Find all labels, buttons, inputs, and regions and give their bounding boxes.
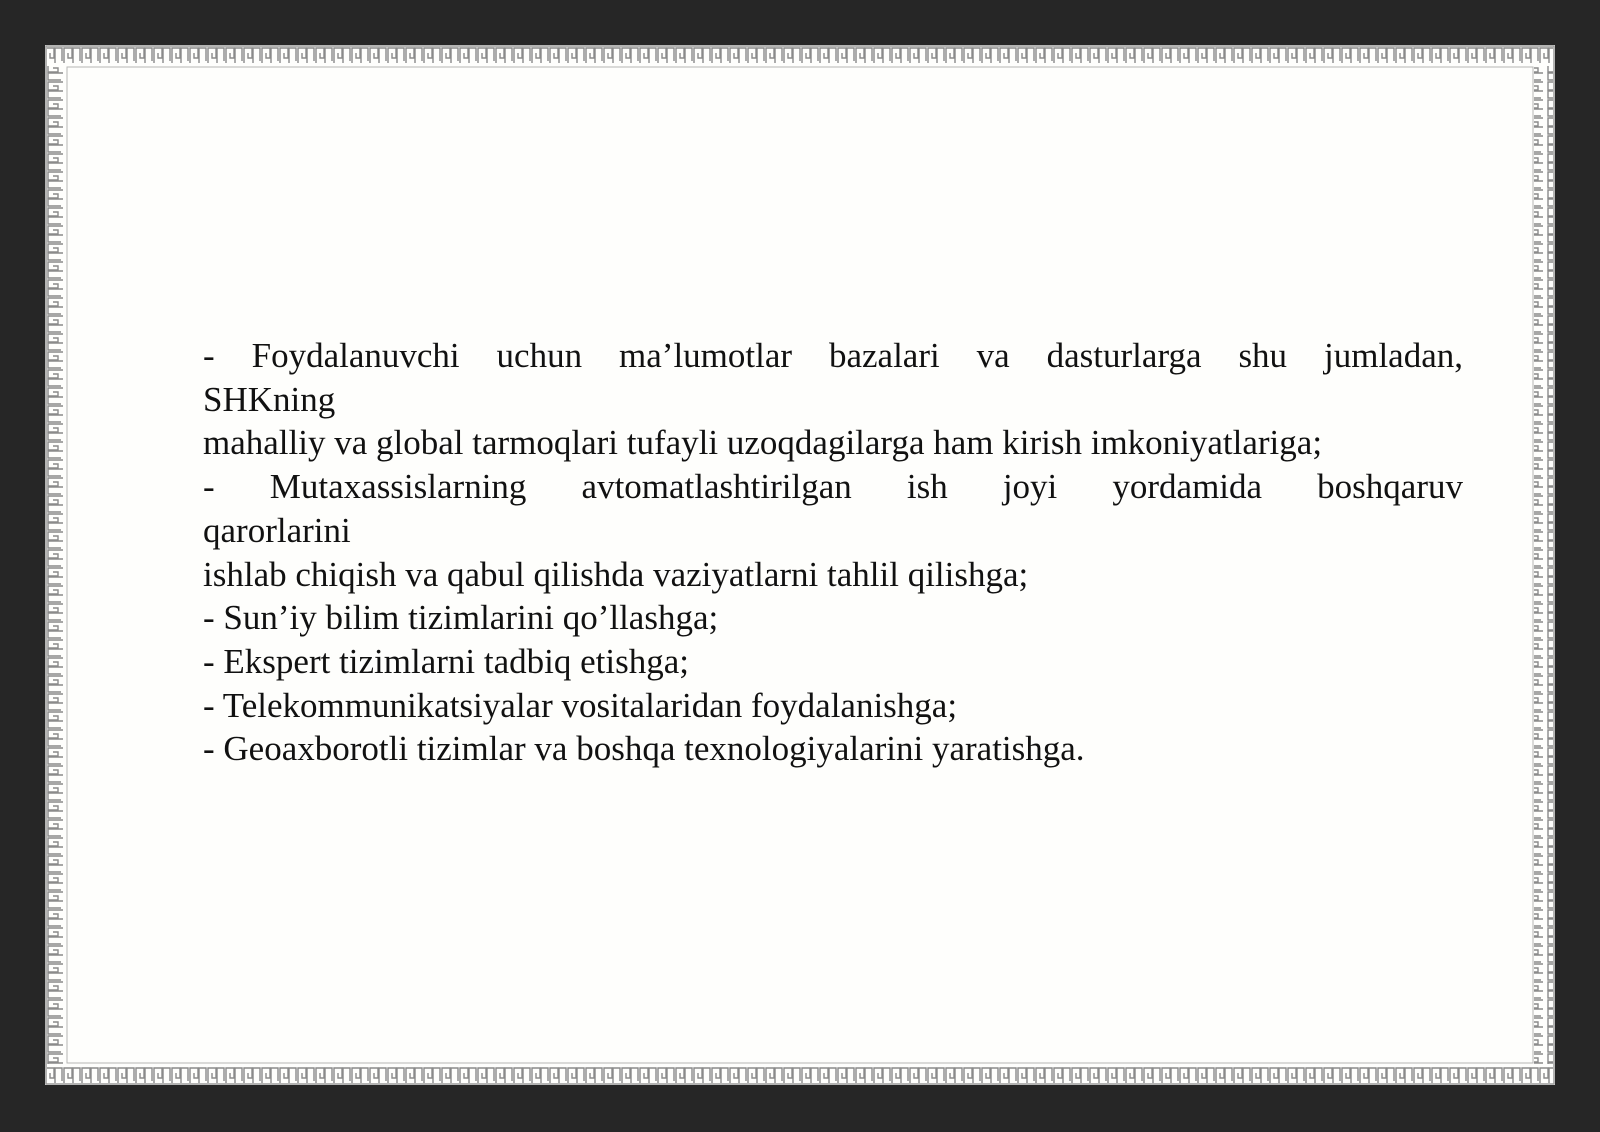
slide-body-text bbox=[203, 334, 1463, 771]
text-line-4: - Mutaxassislarning avtomatlashtirilgan ish joyi yordamida boshqaruv bbox=[203, 467, 1463, 507]
text-line-5: qarorlarini bbox=[203, 510, 351, 550]
text-line-7: - Sun’iy bilim tizimlarini qo’llashga; bbox=[203, 598, 719, 638]
text-line-1: - Foydalanuvchi uchun ma’lumotlar bazalari va dasturlarga shu jumladan, bbox=[203, 336, 1463, 375]
text-line-2: SHKning bbox=[203, 379, 336, 419]
text-line-8: - Ekspert tizimlarni tadbiq etishga; bbox=[203, 641, 689, 681]
slide bbox=[45, 45, 1555, 1085]
text-line-6: ishlab chiqish va qabul qilishda vaziyatlarni tahlil qilishga; bbox=[203, 554, 1029, 594]
text-line-9: - Telekommunikatsiyalar vositalaridan foydalanishga; bbox=[203, 685, 958, 725]
text-line-3: mahalliy va global tarmoqlari tufayli uzoqdagilarga ham kirish imkoniyatlariga; bbox=[203, 423, 1323, 463]
text-line-10: - Geoaxborotli tizimlar va boshqa texnologiyalarini yaratishga. bbox=[203, 729, 1085, 769]
